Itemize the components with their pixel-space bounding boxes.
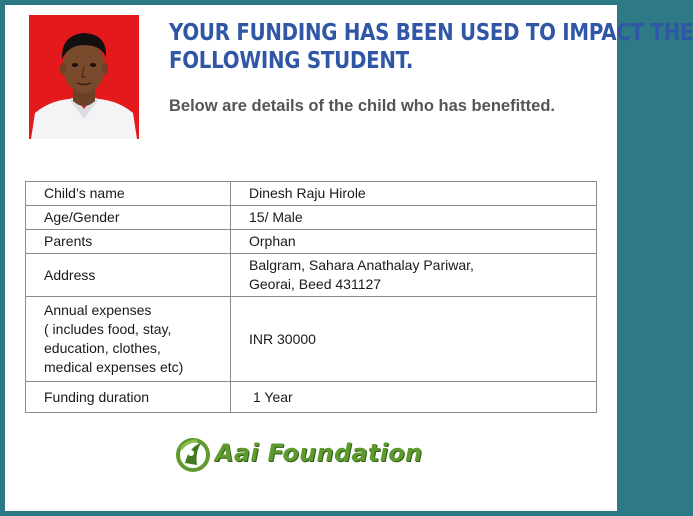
funding-duration-value: 1 Year <box>231 382 597 413</box>
annual-expenses-label-line-1: Annual expenses <box>44 302 152 318</box>
name-value: Dinesh Raju Hirole <box>231 182 597 206</box>
page-title-line-2: FOLLOWING STUDENT. <box>169 48 414 74</box>
table-row <box>26 206 597 230</box>
funding-duration-label: Funding duration <box>26 382 231 413</box>
aai-foundation-logo <box>175 433 445 477</box>
student-photo <box>29 15 139 139</box>
age-gender-value: 15/ Male <box>231 206 597 230</box>
page-subtitle: Below are details of the child who has benefitted. <box>169 97 555 115</box>
annual-expenses-label-line-4: medical expenses etc) <box>44 359 184 375</box>
table-row <box>26 230 597 254</box>
annual-expenses-label <box>26 297 231 382</box>
table-row <box>26 254 597 297</box>
age-gender-label: Age/Gender <box>26 206 231 230</box>
table-row <box>26 297 597 382</box>
aai-foundation-wordmark: Aai Foundation <box>215 439 423 467</box>
parents-value: Orphan <box>231 230 597 254</box>
annual-expenses-value: INR 30000 <box>231 297 597 382</box>
page-title <box>169 19 693 75</box>
aai-foundation-logo-icon <box>175 435 211 475</box>
annual-expenses-label-line-2: ( includes food, stay, <box>44 321 172 337</box>
page-title-line-1: YOUR FUNDING HAS BEEN USED TO IMPACT THE <box>169 20 693 46</box>
table-row <box>26 382 597 413</box>
address-line-1: Balgram, Sahara Anathalay Pariwar, <box>249 257 474 273</box>
address-value <box>231 254 597 297</box>
table-row <box>26 182 597 206</box>
child-details-table <box>25 181 597 413</box>
name-label: Child’s name <box>26 182 231 206</box>
impact-card <box>5 5 693 511</box>
parents-label: Parents <box>26 230 231 254</box>
address-line-2: Georai, Beed 431127 <box>249 276 382 292</box>
student-portrait-image <box>29 15 139 139</box>
address-label: Address <box>26 254 231 297</box>
annual-expenses-label-line-3: education, clothes, <box>44 340 161 356</box>
